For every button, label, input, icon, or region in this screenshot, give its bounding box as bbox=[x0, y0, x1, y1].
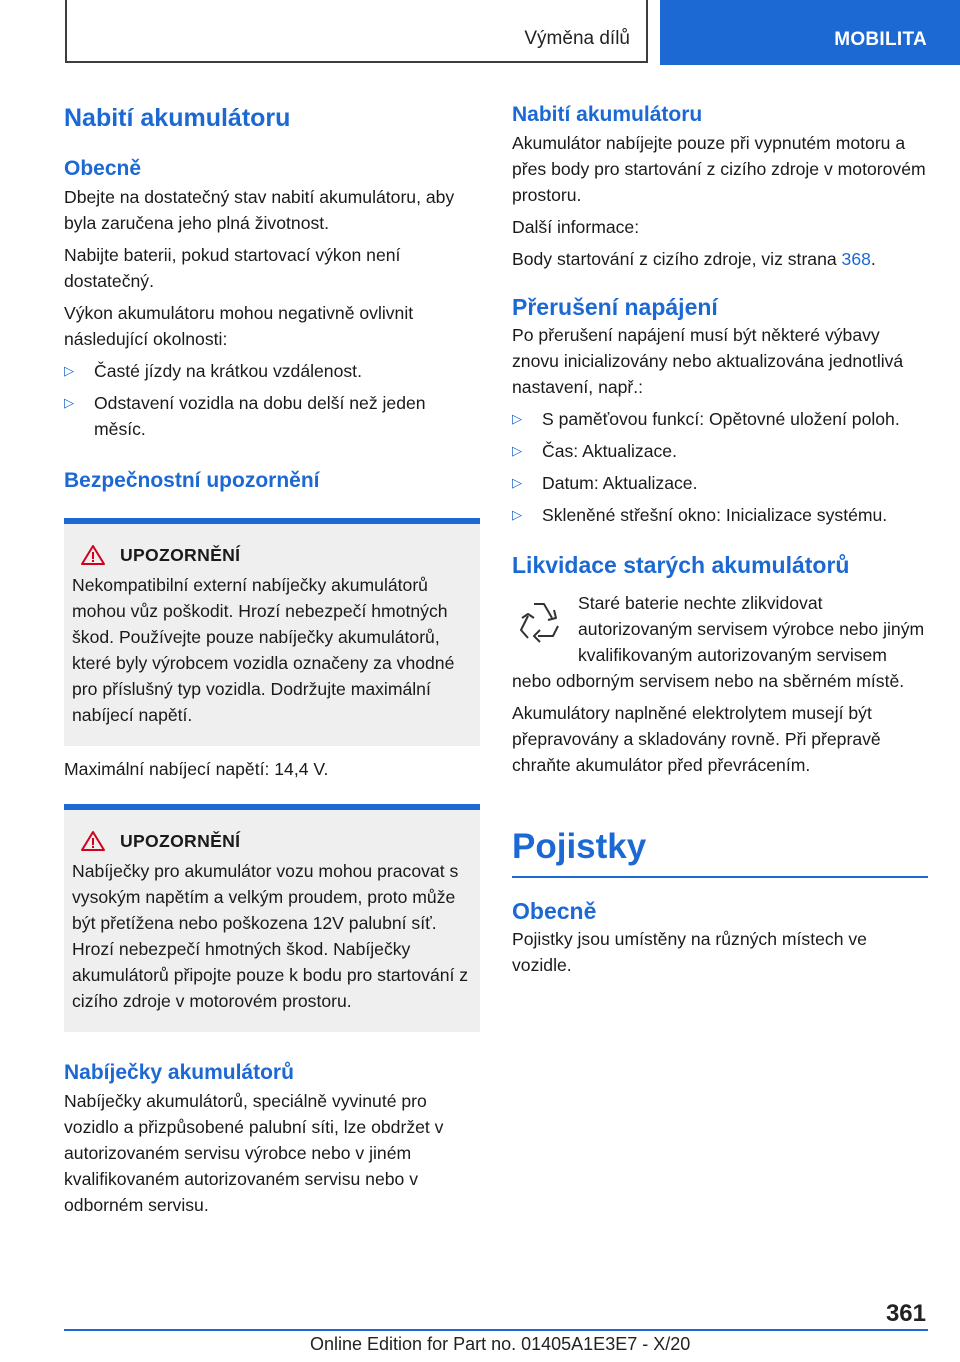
warning-triangle-icon bbox=[80, 544, 106, 566]
warning-text: Nabíječky pro akumulátor vozu mohou pracovat s vysokým napětím a velkým proudem, proto může být přetížena nebo poškozena 12V palubní síť. Hrozí nebezpečí hmotných škod. Nabíječky akumulátorů připojte pouze k bodu pro startování z cizího zdroje v motorovém prostoru. bbox=[72, 861, 469, 1011]
page-reference-link[interactable]: 368 bbox=[841, 249, 871, 269]
disposal-heading: Likvidace starých akumulátorů bbox=[512, 552, 850, 578]
fuses-general-heading: Obecně bbox=[512, 898, 597, 924]
list-item bbox=[64, 358, 480, 384]
max-voltage-text: Maximální nabíjecí napětí: 14,4 V. bbox=[64, 759, 329, 779]
list-item bbox=[512, 502, 928, 528]
list-item bbox=[512, 470, 928, 496]
safety-heading: Bezpečnostní upozornění bbox=[64, 469, 320, 492]
charging-heading: Nabití akumulátoru bbox=[512, 103, 703, 126]
triangle-bullet-icon: ▷ bbox=[64, 363, 74, 378]
warning-title: UPOZORNĚNÍ bbox=[120, 830, 241, 851]
footer-edition: Online Edition for Part no. 01405A1E3E7 - X/20 bbox=[310, 1334, 691, 1354]
paragraph: Dbejte na dostatečný stav nabití akumulátoru, aby byla zaručena jeho plná životnost. bbox=[64, 187, 455, 233]
triangle-bullet-icon: ▷ bbox=[512, 411, 522, 426]
triangle-bullet-icon: ▷ bbox=[512, 475, 522, 490]
header-section-box bbox=[65, 0, 648, 63]
disposal-block bbox=[512, 590, 928, 694]
list-item-text: Časté jízdy na krátkou vzdálenost. bbox=[94, 361, 362, 381]
paragraph: Po přerušení napájení musí být některé výbavy znovu inicializovány nebo aktualizována jednotlivá nastavení, např.: bbox=[512, 325, 904, 397]
right-column bbox=[512, 100, 928, 978]
list-item bbox=[512, 438, 928, 464]
bullet-list bbox=[512, 406, 928, 528]
paragraph: Nabíječky akumulátorů, speciálně vyvinuté pro vozidlo a přizpůsobené palubní síti, lze obdržet v autorizovaném servisu výrobce nebo v jiném kvalifikovaném autorizovaném servisu nebo v odborném servisu. bbox=[64, 1091, 444, 1215]
header-tab-label: MOBILITA bbox=[834, 29, 927, 50]
reference-text bbox=[512, 246, 928, 272]
warning-text: Nekompatibilní externí nabíječky akumulátorů mohou vůz poškodit. Hrozí nebezpečí hmotných škod. Používejte pouze nabíječky akumulátorů, které byly výrobcem vozidla označeny za vhodné pro příslušný typ vozidla. Dodržujte maximální nabíjecí napětí. bbox=[72, 575, 455, 725]
header-tab[interactable] bbox=[660, 0, 960, 65]
warning-box bbox=[64, 804, 480, 1032]
page-title: Nabití akumulátoru bbox=[64, 104, 291, 132]
more-info-label: Další informace: bbox=[512, 217, 640, 237]
list-item-text: S paměťovou funkcí: Opětovné uložení poloh. bbox=[542, 409, 900, 429]
paragraph: Staré baterie nechte zlikvidovat autorizovaným servisem výrobce nebo jiným kvalifikovaným autorizovaným servisem nebo odborným servisem nebo na sběrném místě. bbox=[512, 593, 925, 691]
warning-title: UPOZORNĚNÍ bbox=[120, 544, 241, 565]
triangle-bullet-icon: ▷ bbox=[64, 395, 74, 410]
recycle-icon bbox=[512, 596, 566, 650]
left-column bbox=[64, 100, 480, 1218]
list-item-text: Datum: Aktualizace. bbox=[542, 473, 698, 493]
general-heading: Obecně bbox=[64, 157, 142, 180]
bullet-list bbox=[64, 358, 480, 442]
paragraph: Výkon akumulátoru mohou negativně ovlivnit následující okolnosti: bbox=[64, 303, 414, 349]
warning-box bbox=[64, 518, 480, 746]
triangle-bullet-icon: ▷ bbox=[512, 507, 522, 522]
paragraph: Nabijte baterii, pokud startovací výkon není dostatečný. bbox=[64, 245, 401, 291]
chargers-heading: Nabíječky akumulátorů bbox=[64, 1061, 294, 1084]
warning-triangle-icon bbox=[80, 830, 106, 852]
list-item-text: Čas: Aktualizace. bbox=[542, 441, 677, 461]
page-number: 361 bbox=[885, 1300, 926, 1327]
list-item bbox=[512, 406, 928, 432]
paragraph: Pojistky jsou umístěny na různých místech ve vozidle. bbox=[512, 929, 867, 975]
triangle-bullet-icon: ▷ bbox=[512, 443, 522, 458]
list-item bbox=[64, 390, 480, 442]
interrupt-heading: Přerušení napájení bbox=[512, 294, 718, 320]
paragraph: Akumulátory naplněné elektrolytem musejí být přepravovány a skladovány rovně. Při přepravě chraňte akumulátor před převrácením. bbox=[512, 703, 881, 775]
paragraph: Akumulátor nabíjejte pouze při vypnutém motoru a přes body pro startování z cizího zdroje v motorovém prostoru. bbox=[512, 133, 926, 205]
header-section-title: Výměna dílů bbox=[524, 28, 630, 49]
fuses-heading: Pojistky bbox=[512, 824, 928, 878]
list-item-text: Odstavení vozidla na dobu delší než jeden měsíc. bbox=[94, 393, 426, 439]
footer-divider bbox=[64, 1329, 928, 1331]
list-item-text: Skleněné střešní okno: Inicializace systému. bbox=[542, 505, 888, 525]
reference-label: Body startování z cizího zdroje, viz strana bbox=[512, 249, 842, 269]
reference-end: . bbox=[870, 249, 876, 269]
